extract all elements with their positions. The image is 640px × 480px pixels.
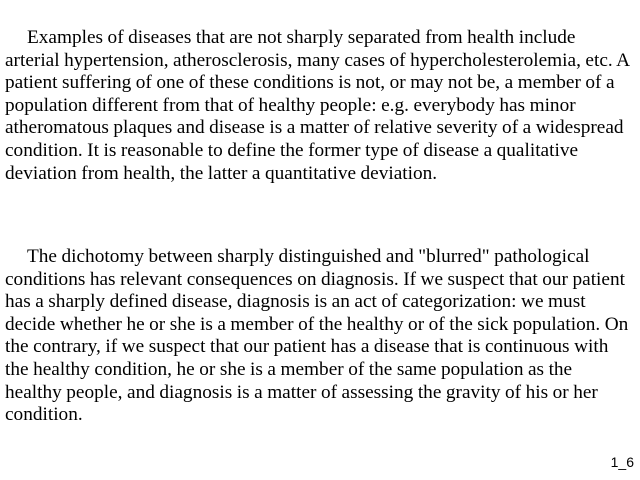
- paragraph-qualitative-quantitative-deviation: Examples of diseases that are not sharply separated from health include arterial hypertension, atherosclerosis, many cases of hypercholesterolemia, etc. A patient suffering of one of these conditions is not, or may not be, a member of a population different from that of healthy people: e.g. everybody has minor atheromatous plaques and disease is a matter of relative severity of a widespread condition. It is reasonable to define the former type of disease a qualitative deviation from health, the latter a quantitative deviation.: [5, 27, 630, 184]
- paragraph-diagnosis-dichotomy: The dichotomy between sharply distinguished and "blurred" pathological conditions has relevant consequences on diagnosis. If we suspect that our patient has a sharply defined disease, diagnosis is an act of categorization: we must decide whether he or she is a member of the healthy or of the sick population. On the contrary, if we suspect that our patient has a disease that is continuous with the healthy condition, he or she is a member of the same population as the healthy people, and diagnosis is a matter of assessing the gravity of his or her condition.: [5, 246, 629, 426]
- slide-number: 1_6: [610, 454, 634, 470]
